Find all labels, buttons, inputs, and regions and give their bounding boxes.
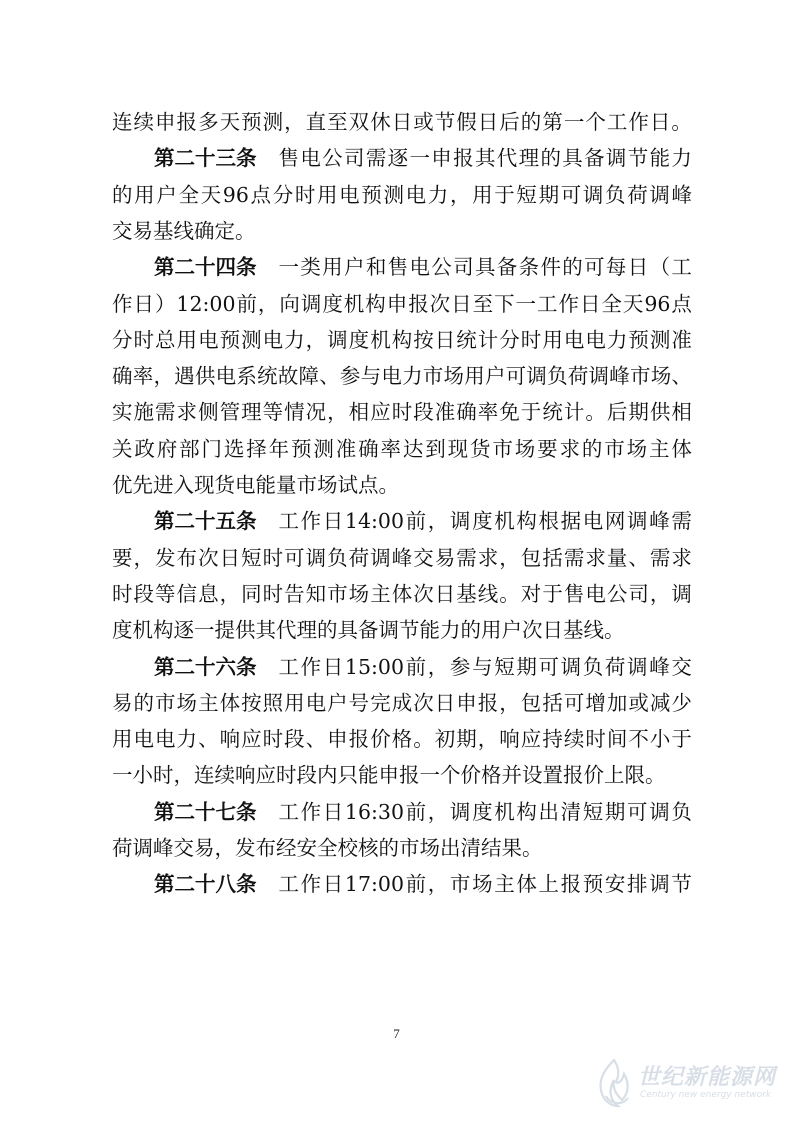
text-line: 实 施 需 求 侧 管 理 等 情 况 ， 相 应 时 段 准 确 率 免 于 统 计 。 后 期 供 相	[112, 400, 692, 425]
text-line: 时 段 等 信 息 ， 同 时 告 知 市 场 主 体 次 日 基 线 。 对 于 售 电 公 司 ， 调	[112, 581, 692, 606]
text-line: 确 率 ， 遇 供 电 系 统 故 障 、 参 与 电 力 市 场 用 户 可 调 负 荷 调 峰 市 场 、	[112, 364, 692, 389]
text-line: 第二十六条 工 作 日 15:00 前 ， 参 与 短 期 可 调 负 荷 调 峰 交	[154, 652, 692, 682]
text-line: 第二十七条 工 作 日 16:30 前 ， 调 度 机 构 出 清 短 期 可 调 负	[154, 797, 692, 827]
text-line: 优先进入现货电能量市场试点。	[112, 473, 399, 497]
flame-logo-icon	[592, 1056, 636, 1110]
text-line: 第二十三条 售 电 公 司 需 逐 一 申 报 其 代 理 的 具 备 调 节 能 力	[154, 143, 692, 173]
page-number: 7	[393, 1026, 400, 1041]
text-line: 一小时，连续响应时段内只能申报一个价格并设置报价上限。	[112, 763, 666, 788]
text-line: 易 的 市 场 主 体 按 照 用 电 户 号 完 成 次 日 申 报 ， 包 括 可 增 加 或 减 少	[112, 690, 692, 715]
text-line: 交易基线确定。	[112, 218, 256, 243]
article-heading: 第二十五条	[154, 509, 257, 534]
article-heading: 第二十八条	[154, 872, 257, 897]
text-line: 分 时 总 用 电 预 测 电 力 ， 调 度 机 构 按 日 统 计 分 时 用 电 电 力 预 测 准	[112, 327, 692, 352]
text-line: 要 ， 发 布 次 日 短 时 可 调 负 荷 调 峰 交 易 需 求 ， 包 括 需 求 量 、 需 求	[112, 545, 692, 570]
text-line: 连 续 申 报 多 天 预 测 ， 直 至 双 休 日 或 节 假 日 后 的 第 一 个 工 作 日 。	[112, 110, 692, 134]
watermark-logo	[592, 1052, 788, 1116]
text-line: 的 用 户 全 天 96 点 分 时 用 电 预 测 电 力 ， 用 于 短 期 可 调 负 荷 调 峰	[112, 182, 692, 207]
watermark-title: 世纪新能源网	[638, 1065, 777, 1090]
text-line: 度机构逐一提供其代理的具备调节能力的用户次日基线。	[112, 618, 625, 643]
article-heading: 第二十七条	[154, 799, 257, 824]
text-line: 第二十四条 一 类 用 户 和 售 电 公 司 具 备 条 件 的 可 每 日 （ 工	[154, 252, 692, 282]
text-line: 用 电 电 力 、 响 应 时 段 、 申 报 价 格 。 初 期 ， 响 应 持 续 时 间 不 小 于	[112, 727, 692, 752]
text-line: 第二十五条 工 作 日 14:00 前 ， 调 度 机 构 根 据 电 网 调 峰 需	[154, 506, 692, 536]
article-heading: 第二十三条	[154, 146, 257, 171]
article-heading: 第二十四条	[154, 255, 257, 280]
text-line: 关 政 府 部 门 选 择 年 预 测 准 确 率 达 到 现 货 市 场 要 求 的 市 场 主 体	[112, 436, 692, 461]
text-line: 作 日 ） 12:00 前 ， 向 调 度 机 构 申 报 次 日 至 下 一 工 作 日 全 天 96 点	[112, 291, 692, 316]
text-line: 第二十八条 工 作 日 17:00 前 ， 市 场 主 体 上 报 预 安 排 调 节	[154, 869, 692, 899]
watermark-subtitle: Century new energy network	[640, 1090, 772, 1100]
article-heading: 第二十六条	[154, 654, 257, 679]
text-line: 荷调峰交易，发布经安全校核的市场出清结果。	[112, 836, 543, 860]
